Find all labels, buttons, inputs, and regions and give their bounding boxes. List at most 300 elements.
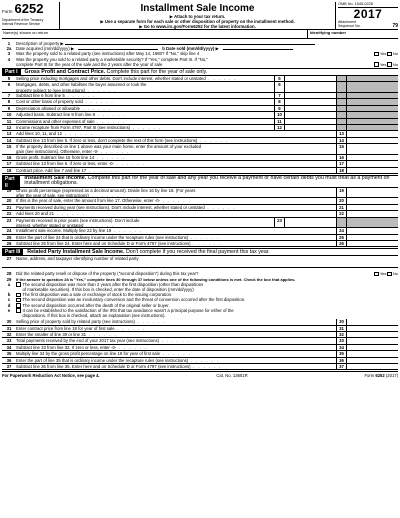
outer-amount-input[interactable] <box>346 235 398 240</box>
line-number: 16 <box>6 154 12 160</box>
outer-amount-input[interactable] <box>346 228 398 233</box>
part-desc: Complete this part for the year of sale and any year you receive a payment or have certain debts you must treat as a payment on installment obligations. <box>24 174 390 187</box>
leader-dots: . . . . . . <box>54 211 86 217</box>
outer-amount-input[interactable] <box>346 144 398 154</box>
inner-line-number: 8 <box>274 99 284 104</box>
outer-line-number: 16 <box>336 155 346 160</box>
yes-label: Yes <box>379 271 387 277</box>
dept-treasury: Department of the Treasury <box>2 18 44 22</box>
form-line-37 <box>2 364 398 370</box>
line-text <box>16 99 274 104</box>
line-text <box>16 131 336 136</box>
line-number: 23 <box>6 217 12 223</box>
inner-amount-input[interactable] <box>284 82 336 92</box>
outer-line-number: 37 <box>336 364 346 369</box>
leader-dots: . . . . . . <box>62 131 94 137</box>
line-number: 21 <box>6 204 12 210</box>
line-text <box>16 235 336 240</box>
outer-line-number-blank <box>336 218 346 228</box>
outer-amount-input[interactable] <box>346 326 398 331</box>
outer-amount-blank <box>346 106 398 111</box>
form-word: Form <box>2 9 13 14</box>
line-text-main: Gross profit. Subtract line 15 from line 14 <box>16 154 95 160</box>
part2-header <box>2 175 398 188</box>
line-number: 33 <box>6 338 12 344</box>
line-text <box>16 188 336 198</box>
form-number: 6252 <box>14 1 44 16</box>
line-text-main: If this is the year of sale, enter the amount from line 17. Otherwise, enter -0- <box>16 198 161 204</box>
line-text <box>16 82 274 92</box>
line-text-cont: gain (see instructions). Otherwise, enter -0- <box>16 149 99 154</box>
line-number: 24 <box>6 228 12 234</box>
inner-line-number: 7 <box>274 93 284 98</box>
leader-dots: . . . . . . <box>113 161 146 167</box>
condition-letter: d <box>7 302 11 308</box>
form-id-block <box>2 2 60 29</box>
instruction-attach: ▶ Attach to your tax return. <box>169 14 226 19</box>
line-text <box>16 125 274 130</box>
outer-amount-input[interactable] <box>346 338 398 343</box>
line-number: 15 <box>6 144 12 150</box>
form-line-26 <box>2 241 398 247</box>
line-text <box>16 119 274 124</box>
yes-checkbox[interactable] <box>374 52 379 57</box>
line-text-main: Multiply line 34 by the gross profit percentage on line 19 for year of first sale <box>16 351 161 357</box>
line-number: 14 <box>6 137 12 143</box>
part-title: Related Party Installment Sale Income. <box>27 249 125 256</box>
no-checkbox[interactable] <box>387 272 392 277</box>
leader-dots: . . . . . . <box>88 193 120 198</box>
outer-amount-input[interactable] <box>346 138 398 143</box>
outer-amount-input[interactable] <box>346 351 398 356</box>
sequence-label: Sequence No. <box>338 24 361 28</box>
line-number: 30 <box>6 319 12 325</box>
part-label: Part I <box>2 69 21 76</box>
line-text <box>16 319 336 324</box>
line-number: 27 <box>6 256 12 262</box>
no-label: No <box>392 271 398 277</box>
condition-letter: e <box>7 307 11 313</box>
line-number: 13 <box>6 131 12 137</box>
instruction-separate: ▶ Use a separate form for each sale or other disposition of property on the installment method. <box>100 19 295 24</box>
condition-text-cont: dispositions. If this box is checked, attach an explanation (see instructions). <box>22 313 166 319</box>
line-number: 2a <box>6 46 12 52</box>
line-text <box>16 228 336 233</box>
outer-line-number: 17 <box>336 161 346 166</box>
line-text-main: If the property described on line 1 above was your main home, enter the amount of your excluded <box>16 144 202 150</box>
leader-dots: . . . . . . <box>188 234 220 240</box>
inner-amount-input[interactable] <box>284 125 336 130</box>
line-text: Description of property ▶ <box>16 41 64 46</box>
outer-line-number-blank <box>336 125 346 130</box>
line-text-main: Mortgages, debts, and other liabilities the buyer assumed or took the <box>16 82 147 88</box>
line-text: Was the property sold to a related party (see instructions) after May 14, 1980? If "No," skip line 4 <box>16 51 200 57</box>
line-text: Date acquired (mm/dd/yyyy) ▶ <box>16 46 75 52</box>
no-label: No <box>392 51 398 57</box>
line-text <box>16 155 336 160</box>
leader-dots: . . . . . . <box>134 319 167 325</box>
form-line-18 <box>2 168 398 174</box>
leader-dots: . . . . . . <box>95 112 127 118</box>
line-2b-text: b Date sold (mm/dd/yyyy) ▶ <box>162 46 219 52</box>
part-title: Gross Profit and Contract Price. <box>24 69 106 76</box>
line-text-main: Subtract line 25 from line 24. Enter here and on Schedule D or Form 4797 (see instructions) <box>16 241 191 247</box>
line-text-main: Gross profit percentage (expressed as a decimal amount). Divide line 16 by line 18. (For years <box>16 187 196 193</box>
line-number: 32 <box>6 332 12 338</box>
year-block <box>336 2 398 29</box>
outer-line-number: 13 <box>336 131 346 136</box>
leader-dots: . . . . . . <box>94 118 126 124</box>
outer-amount-blank <box>346 99 398 104</box>
leader-dots: . . . . . . <box>190 363 222 369</box>
outer-amount-blank <box>346 82 398 92</box>
line-text <box>16 332 336 337</box>
inner-line-number: 12 <box>274 125 284 130</box>
no-checkbox[interactable] <box>387 52 392 57</box>
line-text-main: Selling price including mortgages and other debts. Don't include interest, whether stated or unstated <box>16 76 206 82</box>
line-text-main: Subtract line 13 from line 6. If zero or less, enter -0- <box>16 161 114 167</box>
condition-letter: a <box>7 281 11 287</box>
attachment-label: Attachment <box>338 20 357 24</box>
line-text-main: Add lines 10, 11, and 12 <box>16 131 63 137</box>
footer-form-number: 6252 <box>375 373 385 379</box>
part-title: Installment Sale Income. <box>24 174 87 181</box>
outer-line-number: 25 <box>336 235 346 240</box>
line-number: 17 <box>6 161 12 167</box>
footer-year: (2017) <box>385 373 398 379</box>
inner-line-number: 10 <box>274 112 284 117</box>
tax-year: 2017 <box>353 7 383 21</box>
yes-checkbox[interactable] <box>374 272 379 277</box>
outer-line-number: 21 <box>336 205 346 210</box>
line-text-main: Commissions and other expenses of sale <box>16 118 95 124</box>
omb-number: OMB No. 1545-0228 <box>338 2 398 8</box>
outer-amount-input[interactable] <box>346 131 398 136</box>
leader-dots: . . . . . . <box>82 99 115 105</box>
outer-amount-input[interactable] <box>346 241 398 246</box>
line-text-main: Cost or other basis of property sold <box>16 99 83 105</box>
line-text-main: Income recapture from Form 4797, Part III (see instructions) <box>16 124 131 130</box>
line-text-main: Enter the part of line 24 that is ordinary income under the recapture rules (see instructions) <box>16 234 189 240</box>
line-text <box>16 205 336 210</box>
inner-amount-input[interactable] <box>284 218 336 228</box>
leader-dots: . . . . . . <box>86 167 118 173</box>
line-text: If the answer to question 28 is "Yes," complete lines 30 through 37 below unless one of the following conditions is met. Check the box that applies. <box>16 276 296 282</box>
line-number: 20 <box>6 198 12 204</box>
outer-amount-input[interactable] <box>346 155 398 160</box>
outer-amount-input[interactable] <box>346 358 398 363</box>
outer-line-number-blank <box>336 93 346 98</box>
condition-checkbox[interactable] <box>16 308 21 313</box>
condition-checkbox[interactable] <box>16 282 21 287</box>
line-text-main: Enter the smaller of line 30 or line 31 <box>16 332 86 338</box>
outer-amount-blank <box>346 76 398 81</box>
line-text-main: Subtract line 6 from line 5 <box>16 93 65 98</box>
inner-line-number: 6 <box>274 82 284 92</box>
outer-line-number: 31 <box>336 326 346 331</box>
outer-line-number-blank <box>336 99 346 104</box>
outer-amount-input[interactable] <box>346 345 398 350</box>
line-number: 37 <box>6 363 12 369</box>
outer-amount-input[interactable] <box>346 168 398 173</box>
outer-line-number: 30 <box>336 319 346 324</box>
description-input[interactable] <box>65 41 315 45</box>
part-desc: Complete this part for the year of sale only. <box>106 69 208 76</box>
line-text <box>16 168 336 173</box>
line-number: 26 <box>6 241 12 247</box>
outer-line-number: 18 <box>336 168 346 173</box>
no-checkbox[interactable] <box>387 62 392 67</box>
outer-line-number: 36 <box>336 358 346 363</box>
line-number: 29 <box>6 276 12 282</box>
condition-text-main: The second disposition was an involuntary conversion and the threat of conversion occurred after the first disposition. <box>22 297 246 303</box>
line-text <box>16 345 336 350</box>
no-label: No <box>392 61 398 67</box>
line-text <box>16 338 336 343</box>
outer-line-number: 22 <box>336 211 346 216</box>
outer-line-number-blank <box>336 82 346 92</box>
catalog-number: Cat. No. 13601R <box>216 373 248 379</box>
leader-dots: . . . . . . <box>159 338 191 344</box>
form-line-23 <box>2 218 398 229</box>
yes-label: Yes <box>379 61 387 67</box>
line-text-main: Subtract line 33 from line 32. If zero or less, enter -0- <box>16 344 117 350</box>
line-text: Was the property you sold to a related party a marketable security? If "Yes," complete Part III. If "No," <box>16 56 208 62</box>
condition-letter: c <box>7 297 11 303</box>
outer-amount-input[interactable] <box>346 161 398 166</box>
leader-dots: . . . . . . <box>83 222 115 228</box>
condition-text <box>23 282 399 292</box>
instruction-link[interactable]: ▶ Go to www.irs.gov/Form6252 for the latest information. <box>139 24 256 29</box>
line-number: 36 <box>6 357 12 363</box>
outer-amount-blank <box>346 93 398 98</box>
top-lines <box>2 41 398 67</box>
line-number: 3 <box>7 51 11 57</box>
condition-text <box>23 308 399 318</box>
name-row <box>2 30 398 39</box>
line-text <box>16 364 336 369</box>
leader-dots: . . . . . . <box>205 76 237 82</box>
condition-a <box>2 282 398 292</box>
inner-amount-input[interactable] <box>284 106 336 111</box>
outer-line-number: 26 <box>336 241 346 246</box>
part2-lines <box>2 188 398 248</box>
leader-dots: . . . . . . <box>190 241 222 247</box>
part-desc: Don't complete if you received the final payment this tax year. <box>125 249 270 256</box>
inner-amount-input[interactable] <box>284 112 336 117</box>
line-text: Name, address, and taxpayer identifying number of related party <box>16 256 139 262</box>
line-text <box>16 93 274 98</box>
line-text <box>16 106 274 111</box>
condition-e <box>2 308 398 318</box>
outer-amount-input[interactable] <box>346 211 398 216</box>
conditions-list <box>2 282 398 318</box>
footer-form-word: Form <box>364 373 375 379</box>
outer-amount-input[interactable] <box>346 332 398 337</box>
outer-line-number-blank <box>336 119 346 124</box>
outer-amount-input[interactable] <box>346 205 398 210</box>
line-number: 19 <box>6 187 12 193</box>
line-text-main: Installment sale income. Multiply line 22 by line 19 <box>16 228 112 234</box>
line-text-cont: property subject to (see instructions) <box>16 87 86 92</box>
leader-dots: . . . . . . <box>64 93 96 98</box>
outer-line-number: 15 <box>336 144 346 154</box>
inner-amount-input[interactable] <box>284 93 336 98</box>
line-text <box>16 112 274 117</box>
line-text <box>16 326 336 331</box>
line-number: 1 <box>7 41 11 46</box>
outer-amount-blank <box>346 112 398 117</box>
inner-line-number: 23 <box>274 218 284 228</box>
leader-dots: . . . . . . <box>111 228 143 234</box>
inner-amount-input[interactable] <box>284 76 336 81</box>
line-text-2: complete Part III for the year of the sale and the 2 years after the year of sale <box>16 61 163 67</box>
outer-line-number: 32 <box>336 332 346 337</box>
leader-dots: . . . . . . <box>188 357 220 363</box>
form-title: Installment Sale Income <box>140 3 255 14</box>
inner-amount-input[interactable] <box>284 119 336 124</box>
line-text-main: Subtract line 13 from line 5. If zero or less, don't complete the rest of this form (see instructions) <box>16 137 198 143</box>
leader-dots: . . . . . . <box>160 351 192 357</box>
inner-amount-input[interactable] <box>284 99 336 104</box>
line-text <box>16 161 336 166</box>
name-label: Name(s) shown on return <box>3 30 49 35</box>
leader-dots: . . . . . . <box>204 204 236 210</box>
line-number: 35 <box>6 351 12 357</box>
line-text-main: Payments received during year (see instructions). Don't include interest, whether stated or unstated <box>16 204 205 210</box>
sequence-number: 79 <box>392 23 398 29</box>
form-line-15 <box>2 144 398 155</box>
date-acquired-input[interactable] <box>78 46 158 50</box>
date-sold-input[interactable] <box>223 46 293 50</box>
line-number: 22 <box>6 211 12 217</box>
line-text <box>16 138 336 143</box>
leader-dots: . . . . . . <box>114 325 146 331</box>
part-label: Part III <box>2 249 23 256</box>
line-27 <box>2 256 398 268</box>
form-line-19 <box>2 188 398 199</box>
outer-amount-input[interactable] <box>346 198 398 203</box>
yes-label: Yes <box>379 51 387 57</box>
yes-checkbox[interactable] <box>374 62 379 67</box>
outer-amount-blank <box>346 218 398 228</box>
outer-line-number-blank <box>336 112 346 117</box>
condition-text-main: The first disposition was a sale or exchange of stock to the issuing corporation. <box>22 292 173 298</box>
name-field[interactable] <box>2 30 308 38</box>
form-line-6 <box>2 82 398 93</box>
form-title-block <box>60 2 336 29</box>
line-text-main: Contract price. Add line 7 and line 17 <box>16 167 87 173</box>
line-text <box>16 351 336 356</box>
line-text: Did the related party resell or dispose of the property ("second disposition") during this tax year? <box>16 271 199 277</box>
outer-line-number: 19 <box>336 188 346 198</box>
condition-text-cont: of marketable securities). If this box is checked, enter the date of disposition (mm/dd/yyyy) <box>22 287 194 293</box>
part3-lines <box>2 319 398 370</box>
line-text <box>16 198 336 203</box>
leader-dots: . . . . . . <box>116 344 148 350</box>
line-number: 31 <box>6 325 12 331</box>
line-text <box>16 211 336 216</box>
line-text-main: Selling price of property sold by related party (see instructions) <box>16 319 135 325</box>
line-number: 11 <box>6 118 12 124</box>
part3-header <box>2 248 398 256</box>
condition-text-main: The second disposition occurred after the death of the original seller or buyer. <box>22 302 170 308</box>
line-text-cont: after the year of sale, see instructions) <box>16 193 89 198</box>
leader-dots: . . . . . . <box>80 105 112 111</box>
outer-line-number: 20 <box>336 198 346 203</box>
line-number: 18 <box>6 167 12 173</box>
outer-amount-input[interactable] <box>346 319 398 324</box>
outer-line-number: 35 <box>336 351 346 356</box>
line-text-main: Payments received in prior years (see instructions). Don't include <box>16 217 140 223</box>
line-text <box>16 358 336 363</box>
leader-dots: . . . . . . <box>85 332 118 338</box>
leader-dots: . . . . . . <box>98 149 130 154</box>
condition-text-main: It can be established to the satisfaction of the IRS that tax avoidance wasn't a principal purpose for either of the <box>22 307 234 313</box>
form-6252-page <box>2 2 398 378</box>
line-number: 34 <box>6 344 12 350</box>
identifying-number-field[interactable] <box>308 30 398 38</box>
line-text <box>16 76 274 81</box>
line-text-cont: interest, whether stated or unstated <box>16 222 84 228</box>
line-number: 10 <box>6 112 12 118</box>
line-number: 9 <box>7 105 11 111</box>
irs-label: Internal Revenue Service <box>2 22 41 26</box>
form-header <box>2 2 398 30</box>
condition-text-main: The second disposition was more than 2 years after the first disposition (other than dispositions <box>22 281 204 287</box>
part-label: Part II <box>2 176 20 190</box>
line-number: 25 <box>6 234 12 240</box>
part1-lines <box>2 76 398 174</box>
inner-line-number: 9 <box>274 106 284 111</box>
line-number: 4 <box>7 56 11 62</box>
line-text-main: Depreciation allowed or allowable <box>16 105 81 111</box>
outer-line-number-blank <box>336 106 346 111</box>
outer-line-number-blank <box>336 76 346 81</box>
outer-amount-blank <box>346 125 398 130</box>
id-label: Identifying number <box>310 30 346 35</box>
line-text-main: Enter the part of line 35 that is ordinary income under the recapture rules (see instructions) <box>16 357 189 363</box>
outer-line-number: 14 <box>336 138 346 143</box>
line-text-main: Add lines 20 and 21 <box>16 211 54 217</box>
line-text-main: Total payments received by the end of your 2017 tax year (see instructions) <box>16 338 160 344</box>
line-number: 8 <box>7 99 11 105</box>
leader-dots: . . . . . . <box>130 124 162 130</box>
line-text-main: Subtract line 36 from line 35. Enter here and on Schedule D or Form 4797 (see instructions) <box>16 363 191 369</box>
inner-line-number: 5 <box>274 76 284 81</box>
line-number: 5 <box>7 76 11 82</box>
line-4 <box>2 57 398 67</box>
line-text-main: Enter contract price from line 18 for year of first sale <box>16 325 115 331</box>
condition-letter: b <box>7 292 11 298</box>
line-text <box>16 144 336 154</box>
paperwork-notice: For Paperwork Reduction Act Notice, see page 4. <box>2 373 100 379</box>
line-number: 28 <box>6 271 12 277</box>
leader-dots: . . . . . . <box>160 198 192 204</box>
outer-amount-blank <box>346 119 398 124</box>
line-text <box>16 218 274 228</box>
line-text-main: Adjusted basis. Subtract line 9 from line 8 <box>16 112 96 118</box>
line-number: 12 <box>6 124 12 130</box>
form-footer <box>2 371 398 378</box>
outer-amount-input[interactable] <box>346 364 398 369</box>
line-text <box>16 241 336 246</box>
outer-line-number: 24 <box>336 228 346 233</box>
line-number: 6 <box>7 82 11 88</box>
inner-line-number: 11 <box>274 119 284 124</box>
outer-amount-input[interactable] <box>346 188 398 198</box>
leader-dots: . . . . . . <box>94 154 126 160</box>
